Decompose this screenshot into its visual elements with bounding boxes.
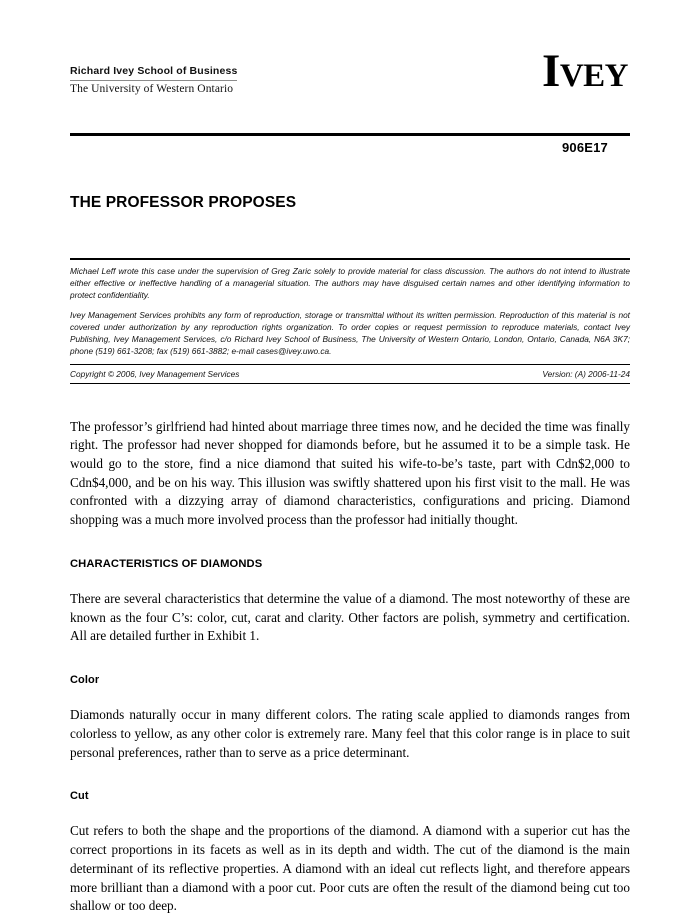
credits-block (70, 258, 630, 383)
case-number-bar (70, 133, 630, 155)
copyright-bottom-rule (70, 383, 630, 384)
ivey-logo: ivey (542, 45, 628, 97)
authorship-note: Michael Leff wrote this case under the supervision of Greg Zaric solely to provide material for class discussion. The authors do not intend to illustrate either effective or ineffective handling of a managerial situation. The authors may have disguised certain names and other identifying information to protect confidentiality. (70, 266, 630, 300)
body-copy (70, 418, 630, 916)
school-divider-rule (70, 80, 237, 81)
section-paragraph-cut: Cut refers to both the shape and the proportions of the diamond. A diamond with a superior cut has the correct proportions in its facets as well as in its depth and width. The cut of the diamond is the main determinant of its reflective properties. A diamond with an ideal cut reflects light, and therefore appears more brilliant than a diamond with a poor cut. Poor cuts are often the result of the diamond being cut too shallow or too deep. (70, 823, 630, 914)
copyright-text: Copyright © 2006, Ivey Management Services (70, 368, 240, 379)
credits-top-rule (70, 258, 630, 260)
case-number-rule (70, 133, 630, 136)
reproduction-note: Ivey Management Services prohibits any form of reproduction, storage or transmittal without its written permission. Reproduction of this material is not covered under authorization by any reproduction rights organization. To order copies or request permission to reproduce materials, contact Ivey Publishing, Ivey Management Services, c/o Richard Ivey School of Business, The University of Western Ontario, London, Ontario, Canada, N6A 3K7; phone (519) 661-3208; fax (519) 661-3882; e-mail cases@ivey.uwo.ca. (70, 310, 630, 356)
section-paragraph-characteristics: There are several characteristics that determine the value of a diamond. The most noteworthy of these are known as the four C’s: color, cut, carat and clarity. Other factors are polish, symmetry and certification. All are detailed further in Exhibit 1. (70, 590, 630, 644)
section-paragraph-color: Diamonds naturally occur in many different colors. The rating scale applied to diamonds ranges from colorless to yellow, as any other color is extremely rare. Many feel that this color range is in place to suit personal preferences, rather than to serve as a price determinant. (70, 707, 630, 760)
version-text: Version: (A) 2006-11-24 (542, 368, 630, 379)
page-title: THE PROFESSOR PROPOSES (70, 194, 297, 212)
section-heading-color: Color (70, 674, 100, 687)
case-number: 906E17 (561, 140, 608, 156)
masthead (70, 0, 630, 95)
section-heading-cut: Cut (70, 790, 89, 803)
copyright-row (70, 365, 630, 383)
intro-paragraph: The professor’s girlfriend had hinted about marriage three times now, and he decided the time was finally right. The professor had never shopped for diamonds before, but he assumed it to be a simple task. He would go to the store, find a nice diamond that suited his wife-to-be’s taste, part with Cdn$2,000 to Cdn$4,000, and be on his way. This illusion was swiftly shattered upon his first visit to the mall. He was confronted with a dizzying array of diamond characteristics, configurations and pricing. Diamond shopping was a much more involved process than the professor had initially thought. (70, 418, 630, 528)
school-name: Richard Ivey School of Business (70, 65, 238, 77)
section-heading-characteristics: CHARACTERISTICS OF DIAMONDS (70, 557, 263, 570)
school-identity (70, 66, 237, 95)
university-name: The University of Western Ontario (70, 83, 234, 96)
